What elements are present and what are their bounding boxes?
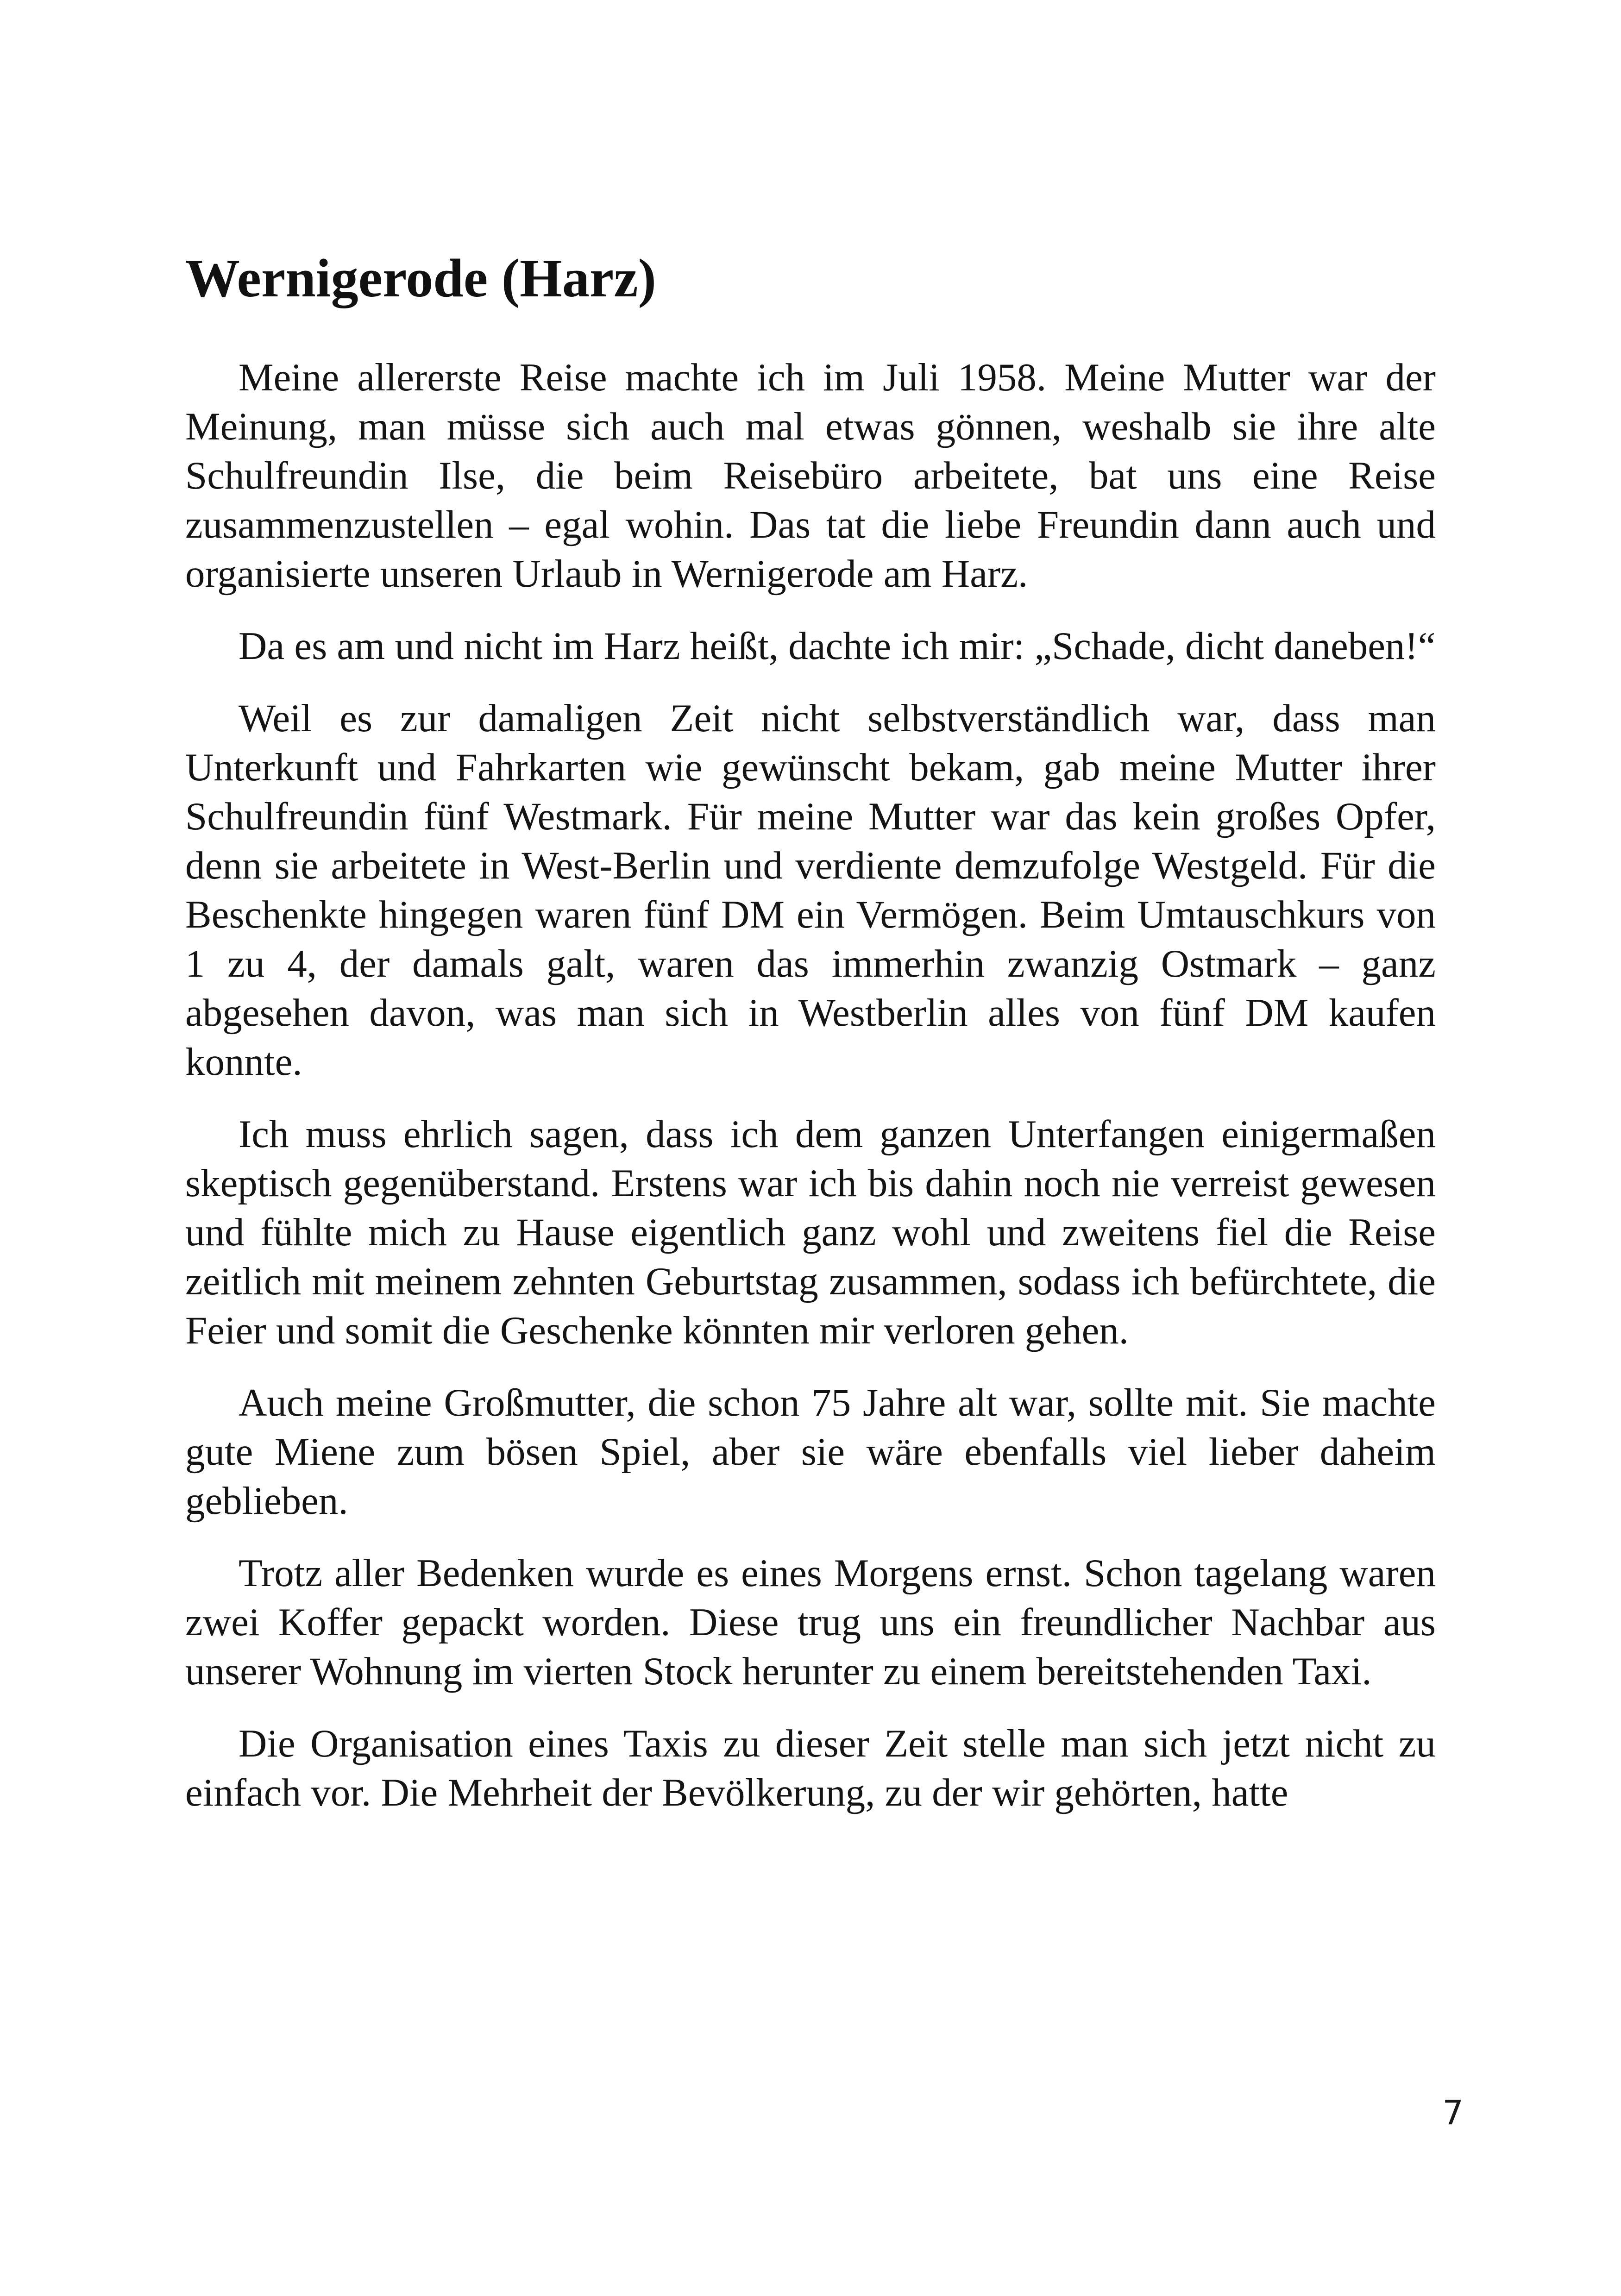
paragraph-6: Trotz aller Bedenken wurde es eines Morgens ernst. Schon tagelang waren zwei Koffer gepackt worden. Diese trug uns ein freundlicher Nachbar aus unserer Wohnung im vierten Stock herunter zu einem bereitstehenden Taxi.	[185, 1551, 1436, 1693]
page-content	[185, 245, 1436, 1840]
paragraph-3: Weil es zur damaligen Zeit nicht selbstverständlich war, dass man Unterkunft und Fahrkarten wie gewünscht bekam, gab meine Mutter ihrer Schulfreundin fünf Westmark. Für meine Mutter war das kein großes Opfer, denn sie arbeitete in West-Berlin und verdiente demzufolge Westgeld. Für die Beschenkte hingegen waren fünf DM ein Vermögen. Beim Umtauschkurs von 1 zu 4, der damals galt, waren das immerhin zwanzig Ostmark – ganz abgesehen davon, was man sich in Westberlin alles von fünf DM kaufen konnte.	[185, 696, 1436, 1084]
paragraph-5: Auch meine Großmutter, die schon 75 Jahre alt war, sollte mit. Sie machte gute Miene zum bösen Spiel, aber sie wäre ebenfalls viel lieber daheim geblieben.	[185, 1380, 1436, 1523]
chapter-title: Wernigerode (Harz)	[185, 248, 656, 308]
paragraph-2: Da es am und nicht im Harz heißt, dachte ich mir: „Schade, dicht daneben!“	[239, 624, 1436, 668]
paragraph-4: Ich muss ehrlich sagen, dass ich dem ganzen Unterfangen einigermaßen skeptisch gegenüberstand. Erstens war ich bis dahin noch nie verreist gewesen und fühlte mich zu Hause eigentlich ganz wohl und zweitens fiel die Reise zeitlich mit meinem zehnten Geburtstag zusammen, sodass ich befürchtete, die Feier und somit die Geschenke könnten mir verloren gehen.	[185, 1112, 1436, 1352]
paragraph-7: Die Organisation eines Taxis zu dieser Zeit stelle man sich jetzt nicht zu einfach vor. Die Mehrheit der Bevölkerung, zu der wir gehörten, hatte	[185, 1721, 1436, 1814]
page-number: 7	[1442, 2093, 1464, 2132]
paragraph-1: Meine allererste Reise machte ich im Juli 1958. Meine Mutter war der Meinung, man müsse sich auch mal etwas gönnen, weshalb sie ihre alte Schulfreundin Ilse, die beim Reisebüro arbeitete, bat uns eine Reise zusammenzustellen – egal wohin. Das tat die liebe Freundin dann auch und organisierte unseren Urlaub in Wernigerode am Harz.	[185, 355, 1436, 596]
